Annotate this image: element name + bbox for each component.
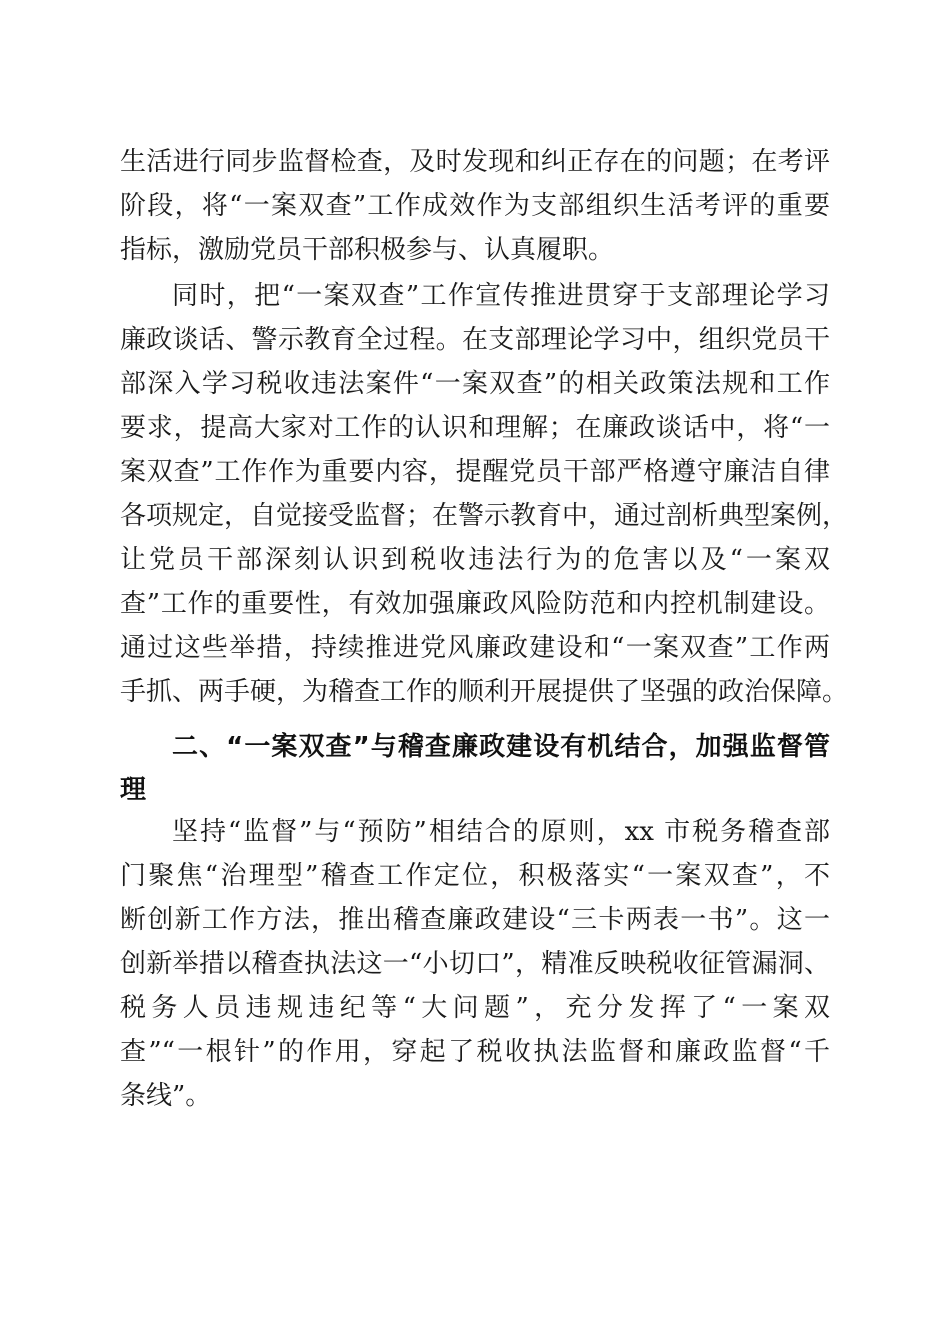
section-heading-line-2: 理 (120, 775, 147, 805)
paragraph-2-line-10: 手抓、两手硬，为稽查工作的顺利开展提供了坚强的政治保障。 (120, 677, 849, 707)
paragraph-2-line-3: 部深入学习税收违法案件“一案双查”的相关政策法规和工作 (120, 369, 830, 399)
paragraph-3-line-6: 查”“一根针”的作用，穿起了税收执法监督和廉政监督“千 (120, 1037, 830, 1067)
paragraph-3-line-2: 门聚焦“治理型”稽查工作定位，积极落实“一案双查”，不 (120, 861, 830, 891)
paragraph-3-line-5: 税务人员违规违纪等“大问题”，充分发挥了“一案双 (120, 993, 830, 1023)
paragraph-2-line-4: 要求，提高大家对工作的认识和理解；在廉政谈话中，将“一 (120, 413, 830, 443)
paragraph-3-line-7: 条线”。 (120, 1081, 212, 1111)
paragraph-2-line-6: 各项规定，自觉接受监督；在警示教育中，通过剖析典型案例， (120, 501, 849, 531)
paragraph-2-line-5: 案双查”工作作为重要内容，提醒党员干部严格遵守廉洁自律 (120, 457, 830, 487)
paragraph-2-line-2: 廉政谈话、警示教育全过程。在支部理论学习中，组织党员干 (120, 325, 830, 355)
paragraph-2-line-8: 查”工作的重要性，有效加强廉政风险防范和内控机制建设。 (120, 589, 830, 619)
paragraph-1-line-1: 生活进行同步监督检查，及时发现和纠正存在的问题；在考评 (120, 147, 830, 177)
paragraph-3-line-4: 创新举措以稽查执法这一“小切口”，精准反映税收征管漏洞、 (120, 949, 830, 979)
paragraph-2-line-9: 通过这些举措，持续推进党风廉政建设和“一案双查”工作两 (120, 633, 830, 663)
paragraph-2-line-1: 同时，把“一案双查”工作宣传推进贯穿于支部理论学习 (172, 281, 830, 311)
section-heading-line-1: 二、“一案双查”与稽查廉政建设有机结合，加强监督管 (172, 732, 830, 762)
paragraph-3-line-3: 断创新工作方法，推出稽查廉政建设“三卡两表一书”。这一 (120, 905, 830, 935)
paragraph-1-line-3: 指标，激励党员干部积极参与、认真履职。 (120, 235, 615, 265)
paragraph-1-line-2: 阶段，将“一案双查”工作成效作为支部组织生活考评的重要 (120, 191, 830, 221)
paragraph-2-line-7: 让党员干部深刻认识到税收违法行为的危害以及“一案双 (120, 545, 830, 575)
paragraph-3-line-1: 坚持“监督”与“预防”相结合的原则，xx 市税务稽查部 (172, 817, 830, 847)
